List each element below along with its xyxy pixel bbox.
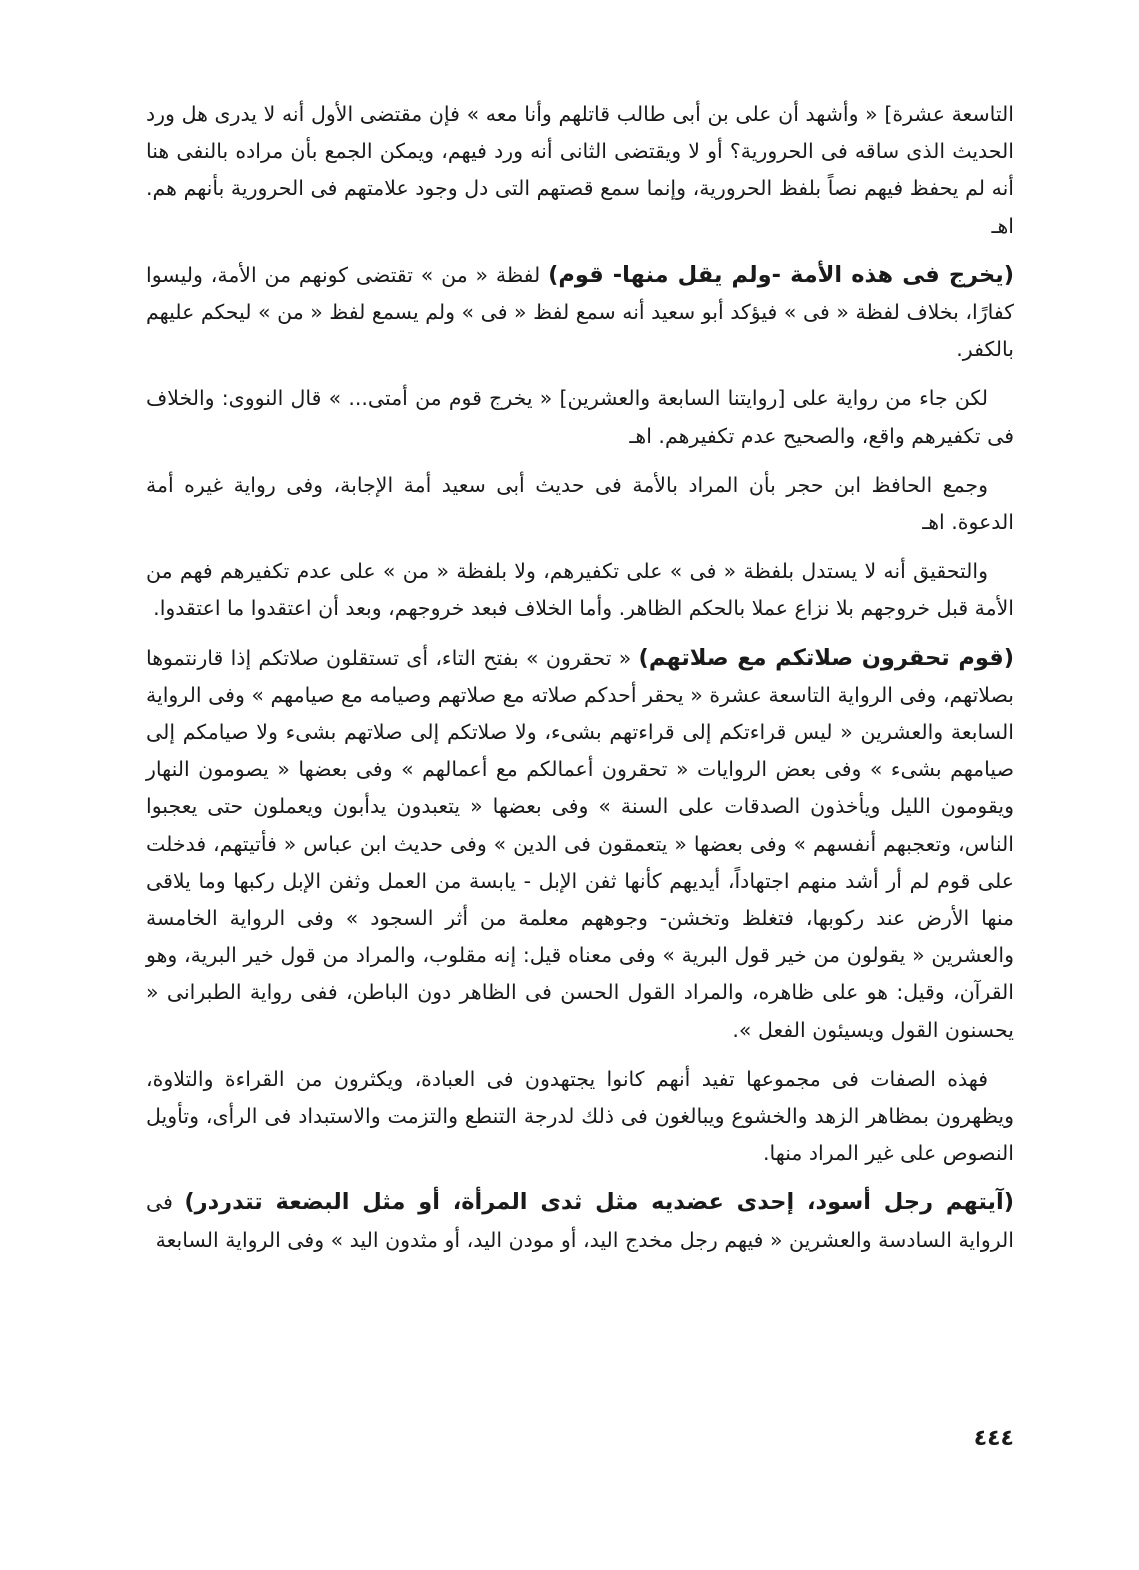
paragraph-1: التاسعة عشرة] « وأشهد أن على بن أبى طالب قاتلهم وأنا معه » فإن مقتضى الأول أنه لا يدرى هل ورد الحديث الذى ساقه فى الحرورية؟ أو لا ويقتضى الثانى أنه ورد فيهم، ويمكن الجمع بأن مراده بالنفى هنا أنه لم يحفظ فيهم نصاً بلفظ الحرورية، وإنما سمع قصتهم التى دل وجود علامتهم فى الحرورية بأنهم هم. اهـ — [146, 102, 1014, 238]
paragraph-8 — [146, 1184, 1014, 1258]
paragraph-5: والتحقيق أنه لا يستدل بلفظة « فى » على تكفيرهم، ولا بلفظة « من » على عدم تكفيرهم فهم من الأمة قبل خروجهم بلا نزاع عملا بالحكم الظاهر. وأما الخلاف فبعد خروجهم، وبعد أن اعتقدوا ما اعتقدوا. — [146, 559, 1014, 621]
paragraph-6 — [146, 640, 1014, 1049]
hadith-heading-2: (قوم تحقرون صلاتكم مع صلاتهم) — [638, 644, 1014, 671]
paragraph-3: لكن جاء من رواية على [روايتنا السابعة والعشرين] « يخرج قوم من أمتى... » قال النووى: والخلاف فى تكفيرهم واقع، والصحيح عدم تكفيرهم. اهـ — [146, 386, 1014, 448]
paragraph-2 — [146, 257, 1014, 369]
paragraph-4: وجمع الحافظ ابن حجر بأن المراد بالأمة فى حديث أبى سعيد أمة الإجابة، وفى رواية غيره أمة الدعوة. اهـ — [146, 472, 1014, 535]
hadith-heading-1: (يخرج فى هذه الأمة -ولم يقل منها- قوم) — [548, 261, 1015, 288]
page-body — [146, 96, 1014, 1259]
paragraph-2-text: لفظة « من » تقتضى كونهم من الأمة، وليسوا كفارًا، بخلاف لفظة « فى » فيؤكد أبو سعيد أنه سمع لفظ « فى » ولم يسمع لفظ « من » ليحكم عليهم بالكفر. — [146, 262, 1014, 362]
paragraph-7: فهذه الصفات فى مجموعها تفيد أنهم كانوا يجتهدون فى العبادة، ويكثرون من القراءة والتلاوة، ويظهرون بمظاهر الزهد والخشوع ويبالغون فى ذلك لدرجة التنطع والتزمت والاستبداد فى الرأى، وتأويل النصوص على غير المراد منها. — [146, 1066, 1014, 1166]
paragraph-6-text: « تحقرون » بفتح التاء، أى تستقلون صلاتكم إذا قارنتموها بصلاتهم، وفى الرواية التاسعة عشرة « يحقر أحدكم صلاته مع صلاتهم وصيامه مع صيامهم » وفى الرواية السابعة والعشرين « ليس قراءتكم إلى قراءتهم بشىء، ولا صلاتكم إلى صلاتهم بشىء ولا صيامكم إلى صيامهم بشىء » وفى بعض الروايات « تحقرون أعمالكم مع أعمالهم » وفى بعضها « يصومون النهار ويقومون الليل ويأخذون الصدقات على السنة » وفى بعضها « يتعبدون يدأبون ويعملون حتى يعجبوا الناس، وتعجبهم أنفسهم » وفى بعضها « يتعمقون فى الدين » وفى حديث ابن عباس « فأتيتهم، فدخلت على قوم لم أر أشد منهم اجتهاداً، أيديهم كأنها ثفن الإبل - يابسة من العمل وثفن الإبل ركبها وما يلاقى منها الأرض عند ركوبها، فتغلظ وتخشن- وجوههم معلمة من أثر السجود » وفى الرواية الخامسة والعشرين « يقولون من خير قول البرية » وفى معناه قيل: إنه مقلوب، والمراد من قول خير البرية، وهو القرآن، وقيل: هو على ظاهره، والمراد القول الحسن فى الظاهر دون الباطن، ففى رواية الطبرانى « يحسنون القول ويسيئون الفعل ». — [146, 645, 1014, 1042]
hadith-heading-3: (آيتهم رجل أسود، إحدى عضديه مثل ثدى المرأة، أو مثل البضعة تتدردر) — [184, 1189, 1014, 1216]
page-number: ٤٤٤ — [973, 1426, 1014, 1451]
paragraph-8-text: فى الرواية السادسة والعشرين « فيهم رجل مخدج اليد، أو مودن اليد، أو مثدون اليد » وفى الرواية السابعة — [146, 1190, 1014, 1252]
